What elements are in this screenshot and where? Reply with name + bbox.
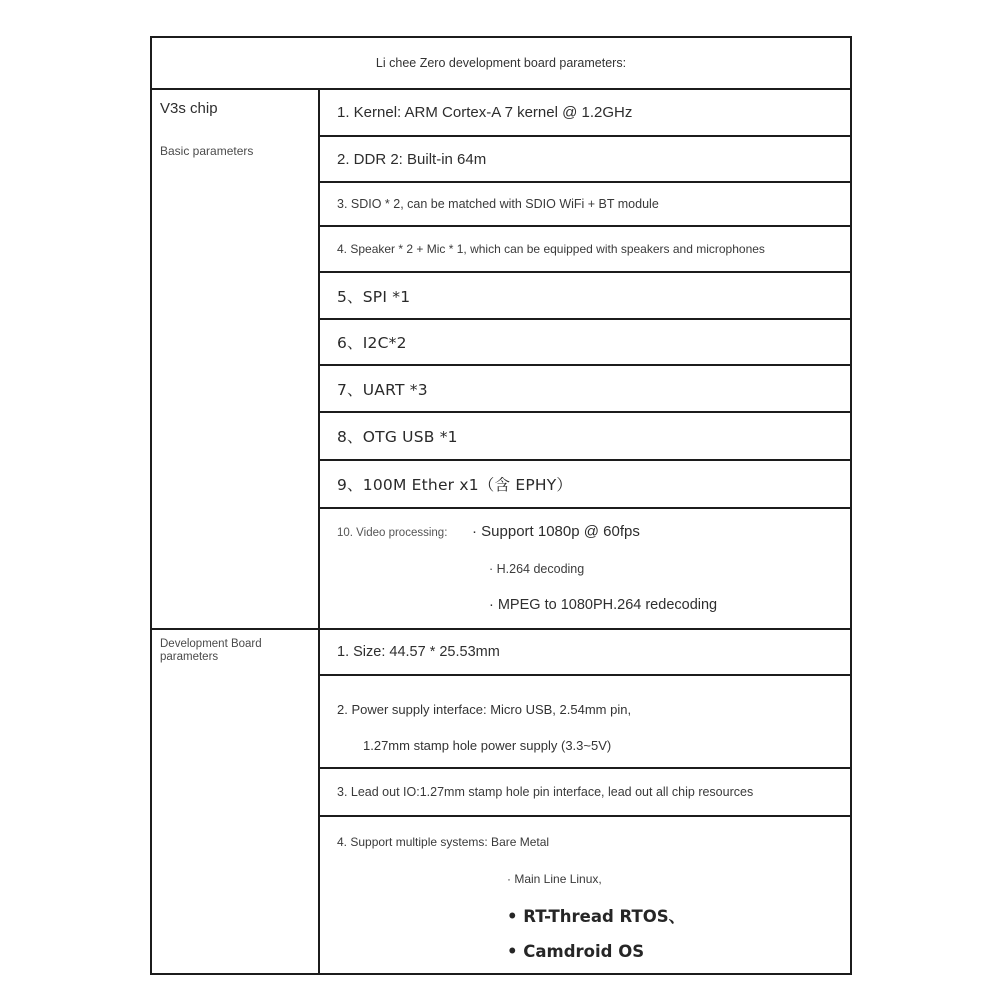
section-v3s-chip	[152, 90, 850, 630]
system-bullet-rtthread: • RT-Thread RTOS、	[507, 907, 686, 926]
v3s-chip-title: V3s chip	[160, 100, 218, 117]
spec-row-i2c: 6、I2C*2	[320, 320, 850, 366]
video-bullet-h264: · H.264 decoding	[489, 562, 585, 576]
row-header-v3s-chip	[152, 90, 320, 628]
dev-board-spec-rows	[320, 630, 850, 973]
spec-row-size: 1. Size: 44.57 * 25.53mm	[320, 630, 850, 676]
systems-label: 4. Support multiple systems: Bare Metal	[337, 835, 550, 849]
table-title: Li chee Zero development board parameters:	[152, 38, 850, 90]
power-supply-line-1: 2. Power supply interface: Micro USB, 2.54mm pin,	[337, 702, 632, 717]
spec-row-speaker: 4. Speaker * 2 + Mic * 1, which can be equipped with speakers and microphones	[320, 227, 850, 273]
spec-row-lead-out-io: 3. Lead out IO:1.27mm stamp hole pin interface, lead out all chip resources	[320, 769, 850, 817]
spec-row-otg-usb: 8、OTG USB *1	[320, 413, 850, 461]
spec-row-systems	[320, 817, 850, 961]
video-bullet-1080p: · Support 1080p @ 60fps	[472, 523, 640, 540]
spec-row-sdio: 3. SDIO * 2, can be matched with SDIO WiFi + BT module	[320, 183, 850, 227]
dev-board-parameters-label: Development Board parameters	[160, 638, 262, 663]
system-bullet-linux: · Main Line Linux,	[507, 872, 602, 886]
spec-row-uart: 7、UART *3	[320, 366, 850, 413]
parameters-table	[150, 36, 852, 975]
v3s-spec-rows	[320, 90, 850, 628]
power-supply-line-2: 1.27mm stamp hole power supply (3.3~5V)	[363, 738, 612, 753]
row-header-dev-board	[152, 630, 320, 973]
section-dev-board	[152, 630, 850, 973]
basic-parameters-label: Basic parameters	[160, 144, 254, 158]
spec-row-ddr: 2. DDR 2: Built-in 64m	[320, 137, 850, 183]
video-processing-line	[337, 523, 850, 540]
spec-row-ethernet: 9、100M Ether x1（含 EPHY）	[320, 461, 850, 509]
spec-row-spi: 5、SPI *1	[320, 273, 850, 320]
system-bullet-camdroid: • Camdroid OS	[507, 942, 645, 961]
video-processing-label: 10. Video processing:	[337, 527, 448, 539]
spec-row-kernel: 1. Kernel: ARM Cortex-A 7 kernel @ 1.2GHz	[320, 90, 850, 137]
spec-row-video-processing	[320, 509, 850, 628]
spec-row-power-supply	[320, 676, 850, 769]
video-bullet-mpeg: · MPEG to 1080PH.264 redecoding	[489, 597, 718, 613]
